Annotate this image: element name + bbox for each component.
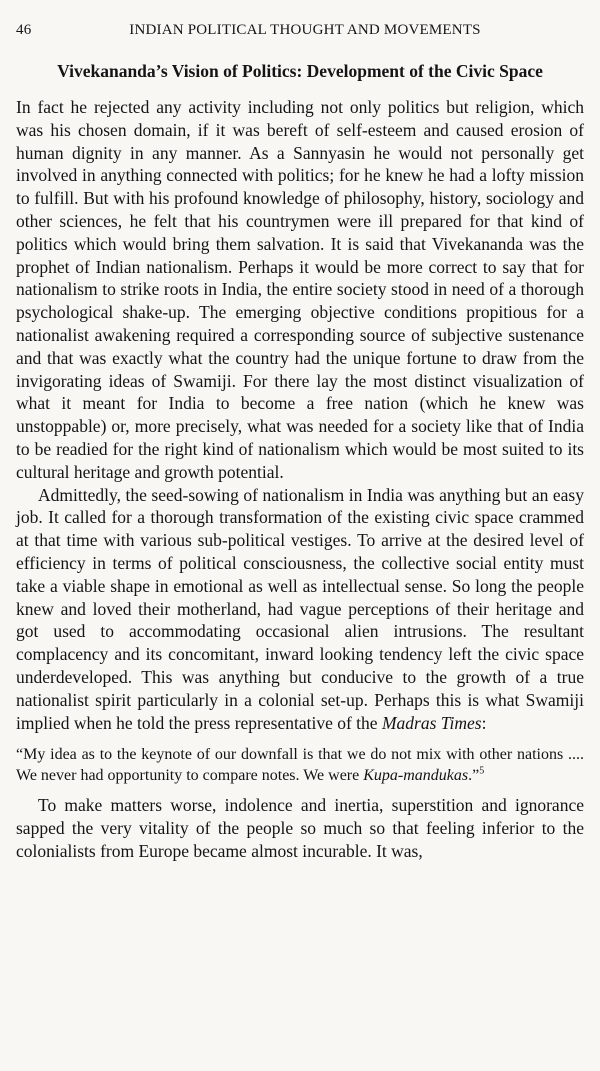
page-number: 46: [16, 22, 32, 38]
running-title: INDIAN POLITICAL THOUGHT AND MOVEMENTS: [129, 22, 481, 38]
paragraph-1: In fact he rejected any activity including not only politics but religion, which was his chosen domain, if it was bereft of self-esteem and caused erosion of human dignity in any manner. As a Sannyasin he would not personally get involved in anything connected with politics; for he knew he had a lofty mission to fulfill. But with his profound knowledge of philosophy, history, sociology and other sciences, he felt that his countrymen were ill prepared for that kind of politics which would bring them salvation. It is said that Vivekananda was the prophet of Indian nationalism. Perhaps it would be more correct to say that for nationalism to strike roots in India, the entire society stood in need of a thorough psychological shake-up. The emerging objective conditions propitious for a nationalist awakening required a corresponding source of subjective sustenance and that was exactly what the country had the unique fortune to draw from the invigorating ideas of Swamiji. For there lay the most distinct visualization of what it meant for India to become a free nation (which he knew was unstoppable) or, more precisely, what was needed for a society like that of India to be readied for the right kind of nationalism which would be most suited to its cultural heritage and growth potential.: [16, 97, 584, 482]
paragraph-3: To make matters worse, indolence and inertia, superstition and ignorance sapped the very vitality of the people so much so that feeling inferior to the colonialists from Europe became almost incurable. It was,: [16, 795, 584, 861]
paragraph-2-text: Admittedly, the seed-sowing of nationalism in India was anything but an easy job. It called for a thorough transformation of the existing civic space crammed at that time with various sub-political vestiges. To arrive at the desired level of efficiency in terms of political consciousness, the collective social entity must take a viable shape in emotional as well as intellectual sense. So long the people knew and loved their motherland, had vague perceptions of their heritage and got used to accommodating occasional alien intrusions. The resultant complacency and its concomitant, inward looking tendency left the civic space underdeveloped. This was anything but conducive to the growth of a true nationalist spirit particularly in a colonial set-up. Perhaps this is what Swamiji implied when he told the press representative of the: [16, 484, 584, 733]
block-quote: [16, 744, 584, 786]
quote-text: “My idea as to the keynote of our downfall is that we do not mix with other nations .... We never had opportunity to compare notes. We were: [16, 746, 584, 785]
footnote-ref: 5: [479, 765, 485, 777]
paragraph-2-end: :: [481, 712, 487, 733]
running-header: [16, 22, 584, 44]
quote-italic: Kupa-mandukas: [363, 767, 469, 785]
paragraph-2: [16, 484, 584, 735]
section-heading: Vivekananda’s Vision of Politics: Development of the Civic Space: [57, 61, 543, 81]
quote-end: .”: [468, 767, 480, 785]
paragraph-2-italic: Madras Times: [381, 712, 482, 733]
